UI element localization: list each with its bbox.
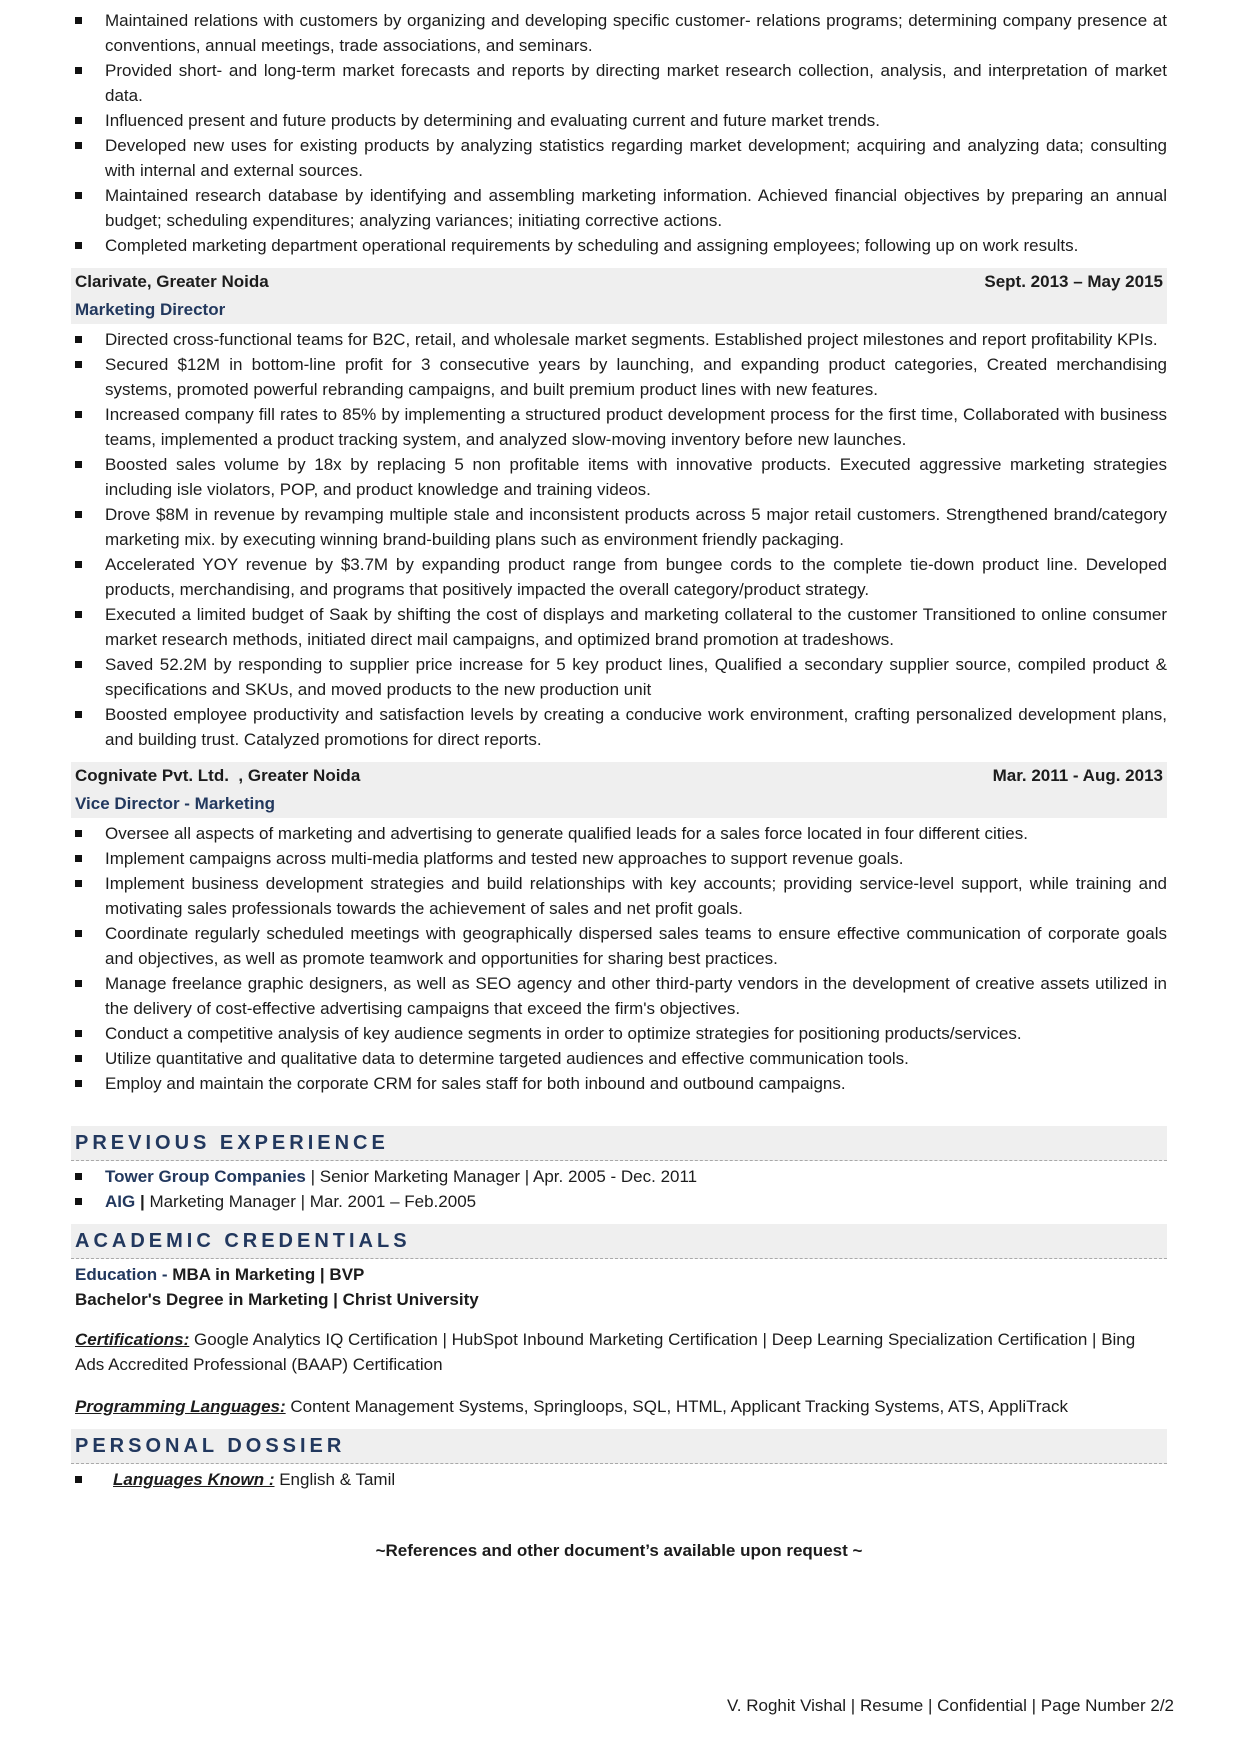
list-item: Drove $8M in revenue by revamping multiple stale and inconsistent products across 5 major retail customers. Strengthened brand/category marketing mix. by executing winning brand-building plans such as environment friendly packaging. (71, 502, 1167, 552)
list-item: Implement business development strategies and build relationships with key accounts; providing service-level support, while training and motivating sales professionals towards the achievement of sales and net profit goals. (71, 871, 1167, 921)
list-item: Accelerated YOY revenue by $3.7M by expanding product range from bungee cords to the complete tie-down product line. Developed products, merchandising, and programs that positively impacted the overall category/product strategy. (71, 552, 1167, 602)
education-label: Education (75, 1265, 158, 1284)
list-item (71, 1189, 1167, 1214)
company-name: Clarivate, Greater Noida (75, 272, 269, 291)
second-degree: Bachelor's Degree in Marketing | Christ University (75, 1290, 479, 1309)
list-item: Executed a limited budget of Saak by shifting the cost of displays and marketing collateral to the customer Transitioned to online consumer market research methods, initiated direct mail campaigns, and optimized brand promotion at tradeshows. (71, 602, 1167, 652)
job-dates: Mar. 2011 - Aug. 2013 (992, 766, 1163, 785)
top-bullet-list (71, 8, 1167, 258)
list-item: Developed new uses for existing products by analyzing statistics regarding market development; acquiring and analyzing data; consulting with internal and external sources. (71, 133, 1167, 183)
job-header-cognivate (71, 762, 1167, 818)
languages-label: Languages Known : (113, 1470, 275, 1489)
job-header-clarivate (71, 268, 1167, 324)
company-name: Cognivate Pvt. Ltd. , Greater Noida (75, 766, 361, 785)
list-item: Increased company fill rates to 85% by implementing a structured product development process for the first time, Collaborated with business teams, implemented a product tracking system, and analyzed slow-moving inventory before new launches. (71, 402, 1167, 452)
education-sep: - (157, 1265, 173, 1284)
job-bullet-list (71, 327, 1167, 752)
list-item: Saved 52.2M by responding to supplier price increase for 5 key product lines, Qualified a secondary supplier source, compiled product & specifications and SKUs, and moved products to the new production unit (71, 652, 1167, 702)
list-item: Influenced present and future products by determining and evaluating current and future market trends. (71, 108, 1167, 133)
list-item: Manage freelance graphic designers, as well as SEO agency and other third-party vendors in the development of creative assets utilized in the delivery of cost-effective advertising campaigns that exceed the firm's objectives. (71, 971, 1167, 1021)
list-item: Directed cross-functional teams for B2C, retail, and wholesale market segments. Established project milestones and report profitability KPIs. (71, 327, 1167, 352)
list-item: Maintained relations with customers by organizing and developing specific customer- relations programs; determining company presence at conventions, annual meetings, trade associations, and seminars. (71, 8, 1167, 58)
list-item: Utilize quantitative and qualitative data to determine targeted audiences and effective communication tools. (71, 1046, 1167, 1071)
dossier-list (71, 1467, 1167, 1492)
job-title: Vice Director - Marketing (75, 794, 275, 813)
list-item: Coordinate regularly scheduled meetings with geographically dispersed sales teams to ensure effective communication of corporate goals and objectives, as well as promote teamwork and opportunities for sharing best practices. (71, 921, 1167, 971)
list-item: Completed marketing department operational requirements by scheduling and assigning employees; following up on work results. (71, 233, 1167, 258)
list-item: Employ and maintain the corporate CRM for sales staff for both inbound and outbound campaigns. (71, 1071, 1167, 1096)
education-value: MBA in Marketing | BVP (172, 1265, 365, 1284)
list-item (71, 1467, 1167, 1492)
previous-experience-list (71, 1164, 1167, 1214)
list-item: Conduct a competitive analysis of key audience segments in order to optimize strategies for positioning products/services. (71, 1021, 1167, 1046)
list-item: Implement campaigns across multi-media platforms and tested new approaches to support revenue goals. (71, 846, 1167, 871)
programming-label: Programming Languages: (75, 1397, 286, 1416)
section-heading-academic-credentials: ACADEMIC CREDENTIALS (71, 1224, 1167, 1259)
job-bullet-list (71, 821, 1167, 1096)
list-item (71, 1164, 1167, 1189)
certifications-label: Certifications: (75, 1330, 190, 1349)
list-item: Maintained research database by identifying and assembling marketing information. Achieved financial objectives by preparing an annual budget; scheduling expenditures; analyzing variances; initiating corrective actions. (71, 183, 1167, 233)
prev-details: Marketing Manager | Mar. 2001 – Feb.2005 (149, 1192, 477, 1211)
list-item: Secured $12M in bottom-line profit for 3 consecutive years by launching, and expanding product categories, Created merchandising systems, promoted powerful rebranding campaigns, and built premium product lines with new features. (71, 352, 1167, 402)
languages-value: English & Tamil (274, 1470, 396, 1489)
separator: | (135, 1192, 150, 1211)
list-item: Boosted sales volume by 18x by replacing 5 non profitable items with innovative products. Executed aggressive marketing strategies including isle violators, POP, and product knowledge and training videos. (71, 452, 1167, 502)
education-line (71, 1262, 1167, 1287)
section-heading-personal-dossier: PERSONAL DOSSIER (71, 1429, 1167, 1464)
programming-languages (71, 1394, 1167, 1419)
prev-details: Senior Marketing Manager | Apr. 2005 - Dec. 2011 (319, 1167, 698, 1186)
prev-company: Tower Group Companies (105, 1167, 306, 1186)
separator: | (305, 1167, 320, 1186)
references-note: ~References and other document’s available upon request ~ (375, 1541, 863, 1560)
resume-page (71, 8, 1167, 1563)
programming-value: Content Management Systems, Springloops, SQL, HTML, Applicant Tracking Systems, ATS, AppliTrack (285, 1397, 1068, 1416)
list-item: Provided short- and long-term market forecasts and reports by directing market research collection, analysis, and interpretation of market data. (71, 58, 1167, 108)
prev-company: AIG (105, 1192, 136, 1211)
list-item: Oversee all aspects of marketing and advertising to generate qualified leads for a sales force located in four different cities. (71, 821, 1167, 846)
certifications-value: Google Analytics IQ Certification | HubSpot Inbound Marketing Certification | Deep Learning Specialization Certification | Bing Ads Accredited Professional (BAAP) Certification (75, 1330, 1136, 1374)
section-heading-previous-experience: PREVIOUS EXPERIENCE (71, 1126, 1167, 1161)
page-footer: V. Roghit Vishal | Resume | Confidential | Page Number 2/2 (727, 1696, 1174, 1715)
certifications (71, 1327, 1167, 1377)
job-dates: Sept. 2013 – May 2015 (984, 272, 1163, 291)
job-title: Marketing Director (75, 300, 226, 319)
list-item: Boosted employee productivity and satisfaction levels by creating a conducive work environment, crafting personalized development plans, and building trust. Catalyzed promotions for direct reports. (71, 702, 1167, 752)
